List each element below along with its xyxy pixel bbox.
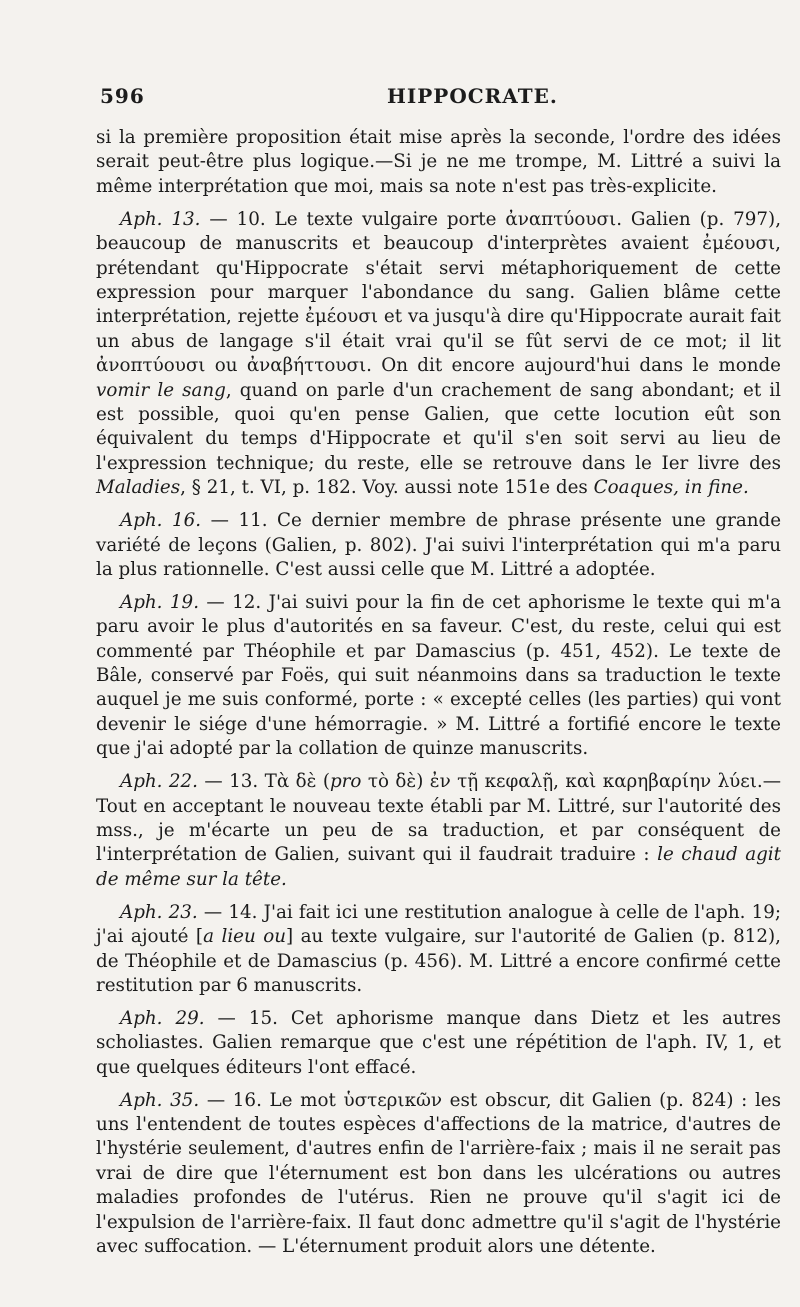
- aphorism-reference: Aph. 22.: [120, 771, 198, 793]
- body-text: — 10. Le texte vulgaire porte ἀναπτύουσι. Galien (p. 797), beaucoup de manuscrits et beaucoup d'interprètes avaient ἐμέουσι, prétendant qu'Hippocrate s'était servi métaphoriquement de cette expression pour marquer l'abondance du sang. Galien blâme cette interprétation, rejette ἐμέουσι et va jusqu'à dire qu'Hippocrate aurait fait un abus de langage s'il était vrai qu'il se fût servi de ce mot; il lit ἀνοπτύουσι ou ἀναβήττουσι. On dit encore aujourd'hui dans le monde: [96, 208, 782, 377]
- body-text: si la première proposition était mise après la seconde, l'ordre des idées serait peut-être plus logique.—Si je ne me trompe, M. Littré a suivi la même interprétation que moi, mais sa note n'est pas très-explicite.: [96, 127, 781, 197]
- body-text: — 13. Τὰ δὲ (: [198, 771, 330, 793]
- aphorism-reference: Aph. 16.: [120, 510, 202, 532]
- body-text: — 16. Le mot ὑστερικῶν est obscur, dit Galien (p. 824) : les uns l'entendent de toutes espèces d'affections de la matrice, d'autres de l'hystérie seulement, d'autres enfin de l'arrière-faix ; mais il ne serait pas vrai de dire que l'éternument est bon dans les ulcérations ou autres maladies profondes de l'utérus. Rien ne prouve qu'il s'agit ici de l'expulsion de l'arrière-faix. Il faut donc admettre qu'il s'agit de l'hystérie avec suffocation. — L'éternument produit alors une détente.: [96, 1089, 781, 1257]
- page-header: [100, 84, 768, 112]
- aphorism-reference: Aph. 29.: [120, 1007, 205, 1029]
- note-paragraph: [96, 591, 781, 762]
- body-text: ] au texte vulgaire, sur l'autorité de Galien (p. 812), de Théophile et de Damascius (p. 456). M. Littré a encore confirmé cette restitution par 6 manuscrits.: [96, 926, 781, 996]
- page-number: 596: [100, 84, 145, 108]
- body-text: — 15. Cet aphorisme manque dans Dietz et les autres scholiastes. Galien remarque que c'est une répétition de l'aph. IV, 1, et que quelques éditeurs l'ont effacé.: [96, 1007, 782, 1078]
- aphorism-reference: Aph. 35.: [120, 1089, 200, 1111]
- body-text: , quand on parle d'un crachement de sang abondant; et il est possible, quoi qu'en pense Galien, que cette locution eût son équivalent du temps d'Hippocrate et qu'il s'en soit servi au lieu de l'expression technique; du reste, elle se retrouve dans le Ier livre des: [96, 379, 781, 474]
- body-text: — 11. Ce dernier membre de phrase présente une grande variété de leçons (Galien, p. 802). J'ai suivi l'interprétation qui m'a paru la plus rationnelle. C'est aussi celle que M. Littré a adoptée.: [96, 510, 782, 580]
- note-paragraph: [96, 770, 781, 892]
- italic-text: le chaud agit de même sur la tête.: [96, 844, 781, 890]
- body-text: τὸ δὲ) ἐν τῇ κεφαλῇ, καὶ καρηβαρίην λύει.— Tout en acceptant le nouveau texte établi par M. Littré, sur l'autorité des mss., je m'écarte un peu de sa traduction, et par conséquent de l'interprétation de Galien, suivant qui il faudrait traduire :: [96, 771, 781, 866]
- page-body: [96, 126, 781, 1268]
- note-paragraph: [96, 1007, 781, 1080]
- running-title: HIPPOCRATE.: [387, 84, 558, 108]
- italic-text: a lieu ou: [203, 926, 287, 948]
- note-paragraph: [96, 1089, 781, 1260]
- italic-text: pro: [329, 771, 362, 793]
- body-text: , § 21, t. VI, p. 182. Voy. aussi note 151e des: [180, 477, 594, 499]
- italic-text: Maladies: [96, 477, 181, 499]
- aphorism-reference: Aph. 13.: [120, 208, 201, 230]
- body-text: — 14. J'ai fait ici une restitution analogue à celle de l'aph. 19; j'ai ajouté [: [96, 901, 782, 948]
- note-paragraph: [96, 126, 781, 199]
- note-paragraph: [96, 901, 781, 999]
- italic-text: Coaques, in fine.: [593, 477, 749, 499]
- body-text: — 12. J'ai suivi pour la fin de cet aphorisme le texte qui m'a paru avoir le plus d'autorités en sa faveur. C'est, du reste, celui qui est commenté par Théophile et par Damascius (p. 451, 452). Le texte de Bâle, conservé par Foës, qui suit néanmoins dans sa traduction le texte auquel je me suis conformé, porte : « excepté celles (les parties) qui vont devenir le siége d'une hémorragie. » M. Littré a fortifié encore le texte que j'ai adopté par la collation de quinze manuscrits.: [96, 591, 781, 760]
- italic-text: vomir le sang: [96, 379, 226, 401]
- note-paragraph: [96, 208, 781, 501]
- aphorism-reference: Aph. 23.: [120, 901, 198, 923]
- aphorism-reference: Aph. 19.: [120, 591, 199, 613]
- note-paragraph: [96, 509, 781, 582]
